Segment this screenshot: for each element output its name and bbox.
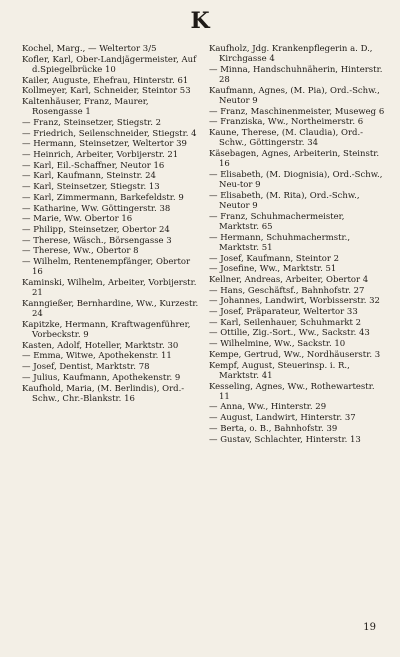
directory-entry: Kempe, Gertrud, Ww., Nordhäuserstr. 3 bbox=[209, 349, 381, 360]
directory-entry: — Minna, Handschuhnäherin, Hinterstr. 28 bbox=[209, 64, 383, 86]
directory-entry: — Friedrich, Seilenschneider, Stiegstr. 4 bbox=[22, 128, 197, 139]
directory-entry: Kapitzke, Hermann, Kraftwagenführer, Vorbeckstr. 9 bbox=[22, 319, 191, 340]
directory-entry: Kaufholz, Jdg. Krankenpflegerin a. D., Kirchgasse 4 bbox=[209, 44, 373, 65]
directory-entry: — Heinrich, Arbeiter, Vorbijerstr. 21 bbox=[22, 150, 179, 161]
directory-entry: — Johannes, Landwirt, Worbisserstr. 32 bbox=[209, 296, 380, 307]
directory-entry: Kaufhold, Maria, (M. Berlindis), Ord.-Schw., Chr.-Blankstr. 16 bbox=[22, 383, 185, 404]
directory-entry: Kochel, Marg., — Weltertor 3/5 bbox=[22, 44, 157, 54]
directory-entry: Kasten, Adolf, Hoteller, Marktstr. 30 bbox=[22, 340, 179, 351]
left-column bbox=[22, 44, 199, 445]
directory-entry: Käsebagen, Agnes, Arbeiterin, Steinstr. 16 bbox=[209, 149, 380, 170]
directory-entry: — Josef, Kaufmann, Steintor 2 bbox=[209, 253, 340, 264]
right-column bbox=[209, 44, 386, 445]
directory-entry: — Hans, Geschäftsf., Bahnhofstr. 27 bbox=[209, 285, 365, 296]
directory-entry: — Josefine, Ww., Marktstr. 51 bbox=[209, 264, 337, 275]
columns bbox=[22, 44, 386, 445]
directory-entry: — Hermann, Schuhmachermstr., Marktstr. 51 bbox=[209, 232, 351, 253]
directory-entry: — Marie, Ww. Obertor 16 bbox=[22, 214, 133, 225]
directory-entry: — Karl, Eil.-Schaffner, Neutor 16 bbox=[22, 160, 165, 171]
directory-entry: — Josef, Präparateur, Weltertor 33 bbox=[209, 307, 358, 318]
directory-entry: Kaufmann, Agnes, (M. Pia), Ord.-Schw., Neutor 9 bbox=[209, 85, 380, 107]
directory-entry: Kollmeyer, Karl, Schneider, Steintor 53 bbox=[22, 86, 191, 97]
directory-entry: Kesseling, Agnes, Ww., Rothewartestr. 11 bbox=[209, 381, 375, 402]
directory-entry: — Julius, Kaufmann, Apothekenstr. 9 bbox=[22, 372, 181, 383]
directory-entry: — Wilhelm, Rentenempfänger, Obertor 16 bbox=[22, 257, 191, 278]
directory-entry: — Karl, Kaufmann, Steinstr. 24 bbox=[22, 171, 156, 182]
directory-entry: — Franz, Schuhmachermeister, Marktstr. 65 bbox=[209, 211, 345, 232]
section-letter: K bbox=[190, 8, 210, 34]
directory-entry: Kofler, Karl, Ober-Landjägermeister, Auf d.Spiegelbrücke 10 bbox=[22, 54, 197, 75]
directory-entry: — Philipp, Steinsetzer, Obertor 24 bbox=[22, 224, 170, 235]
directory-entry: Kellner, Andreas, Arbeiter, Obertor 4 bbox=[209, 274, 369, 285]
directory-entry: — Therese, Ww., Obertor 8 bbox=[22, 246, 139, 257]
directory-entry: — Ottilie, Zig.-Sort., Ww., Sackstr. 43 bbox=[209, 328, 370, 339]
directory-entry: — Franziska, Ww., Northeimerstr. 6 bbox=[209, 117, 364, 128]
directory-entry: — Berta, o. B., Bahnhofstr. 39 bbox=[209, 423, 338, 434]
directory-entry: Kempf, August, Steuerinsp. i. R., Marktstr. 41 bbox=[209, 360, 350, 381]
directory-entry: — Emma, Witwe, Apothekenstr. 11 bbox=[22, 351, 172, 362]
directory-entry: — Franz, Steinsetzer, Stiegstr. 2 bbox=[22, 117, 162, 128]
directory-entry: — Elisabeth, (M. Diognisia), Ord.-Schw., Neu-tor 9 bbox=[209, 169, 383, 191]
directory-entry: — Franz, Maschinenmeister, Museweg 6 bbox=[209, 106, 385, 117]
directory-entry: — Elisabeth, (M. Rita), Ord.-Schw., Neutor 9 bbox=[209, 190, 360, 212]
directory-entry: — Karl, Seilenhauer, Schuhmarkt 2 bbox=[209, 317, 362, 328]
page-number: 19 bbox=[363, 622, 376, 633]
directory-entry: Kanngießer, Bernhardine, Ww., Kurzestr. 24 bbox=[22, 298, 199, 320]
directory-entry: Kaltenhäuser, Franz, Maurer, Rosengasse 1 bbox=[22, 97, 149, 118]
directory-entry: Kaminski, Wilhelm, Arbeiter, Vorbijerstr. 21 bbox=[22, 277, 197, 299]
directory-entry: — Josef, Dentist, Marktstr. 78 bbox=[22, 362, 150, 373]
directory-entry: — Katharine, Ww. Göttingerstr. 38 bbox=[22, 203, 171, 214]
directory-entry: — August, Landwirt, Hinterstr. 37 bbox=[209, 413, 356, 424]
directory-entry: Kailer, Auguste, Ehefrau, Hinterstr. 61 bbox=[22, 75, 189, 86]
directory-entry: — Anna, Ww., Hinterstr. 29 bbox=[209, 402, 327, 413]
directory-entry: Kaune, Therese, (M. Claudia), Ord.-Schw., Göttingerstr. 34 bbox=[209, 128, 364, 149]
directory-entry: — Karl, Steinsetzer, Stiegstr. 13 bbox=[22, 182, 160, 193]
directory-entry: — Karl, Zimmermann, Barkefeldstr. 9 bbox=[22, 192, 184, 203]
directory-entry: — Wilhelmine, Ww., Sackstr. 10 bbox=[209, 339, 346, 350]
directory-entry: — Hermann, Steinsetzer, Weltertor 39 bbox=[22, 139, 187, 150]
directory-entry: — Gustav, Schlachter, Hinterstr. 13 bbox=[209, 434, 361, 445]
directory-entry: — Therese, Wäsch., Börsengasse 3 bbox=[22, 235, 172, 246]
